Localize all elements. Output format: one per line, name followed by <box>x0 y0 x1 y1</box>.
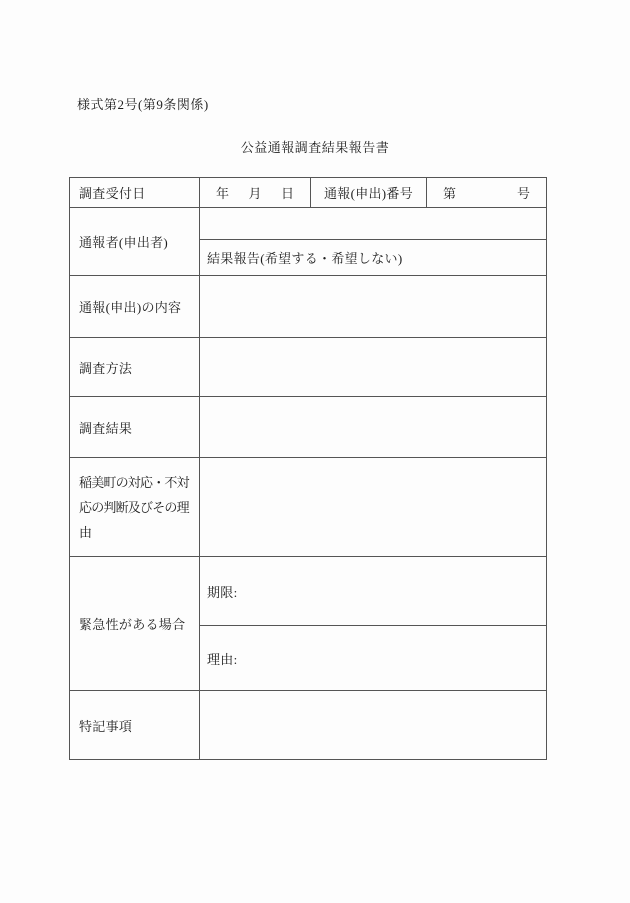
year-label: 年 <box>216 186 230 201</box>
survey-method-field <box>200 338 547 397</box>
number-prefix: 第 <box>443 186 457 201</box>
report-content-label: 通報(申出)の内容 <box>70 276 200 338</box>
row-special-notes <box>70 691 547 760</box>
day-label: 日 <box>280 186 294 201</box>
row-reporter <box>70 208 547 240</box>
row-town-judgment <box>70 458 547 557</box>
survey-result-label: 調査結果 <box>70 397 200 458</box>
report-form-table <box>69 177 547 760</box>
survey-method-label: 調査方法 <box>70 338 200 397</box>
row-survey-method <box>70 338 547 397</box>
month-label: 月 <box>248 186 262 201</box>
document-title: 公益通報調査結果報告書 <box>240 140 390 155</box>
reception-date-field <box>200 178 311 208</box>
form-number: 様式第2号(第9条関係) <box>77 97 209 112</box>
result-report-option: 結果報告(希望する・希望しない) <box>200 240 547 276</box>
urgency-reason-field: 理由: <box>200 626 547 691</box>
reception-date-label: 調査受付日 <box>70 178 200 208</box>
special-notes-field <box>200 691 547 760</box>
reporter-value-field <box>200 208 547 240</box>
number-suffix: 号 <box>516 186 530 201</box>
report-content-field <box>200 276 547 338</box>
date-ymd <box>200 183 310 202</box>
row-reception-date <box>70 178 547 208</box>
urgency-label: 緊急性がある場合 <box>70 557 200 691</box>
report-number-value <box>427 183 546 202</box>
report-number-label: 通報(申出)番号 <box>311 178 427 208</box>
special-notes-label: 特記事項 <box>70 691 200 760</box>
reporter-label: 通報者(申出者) <box>70 208 200 276</box>
urgency-deadline-field: 期限: <box>200 557 547 626</box>
survey-result-field <box>200 397 547 458</box>
town-judgment-label: 稲美町の対応・不対応の判断及びその理由 <box>70 458 200 557</box>
town-judgment-field <box>200 458 547 557</box>
row-report-content <box>70 276 547 338</box>
row-survey-result <box>70 397 547 458</box>
report-number-field <box>427 178 547 208</box>
row-urgency <box>70 557 547 626</box>
